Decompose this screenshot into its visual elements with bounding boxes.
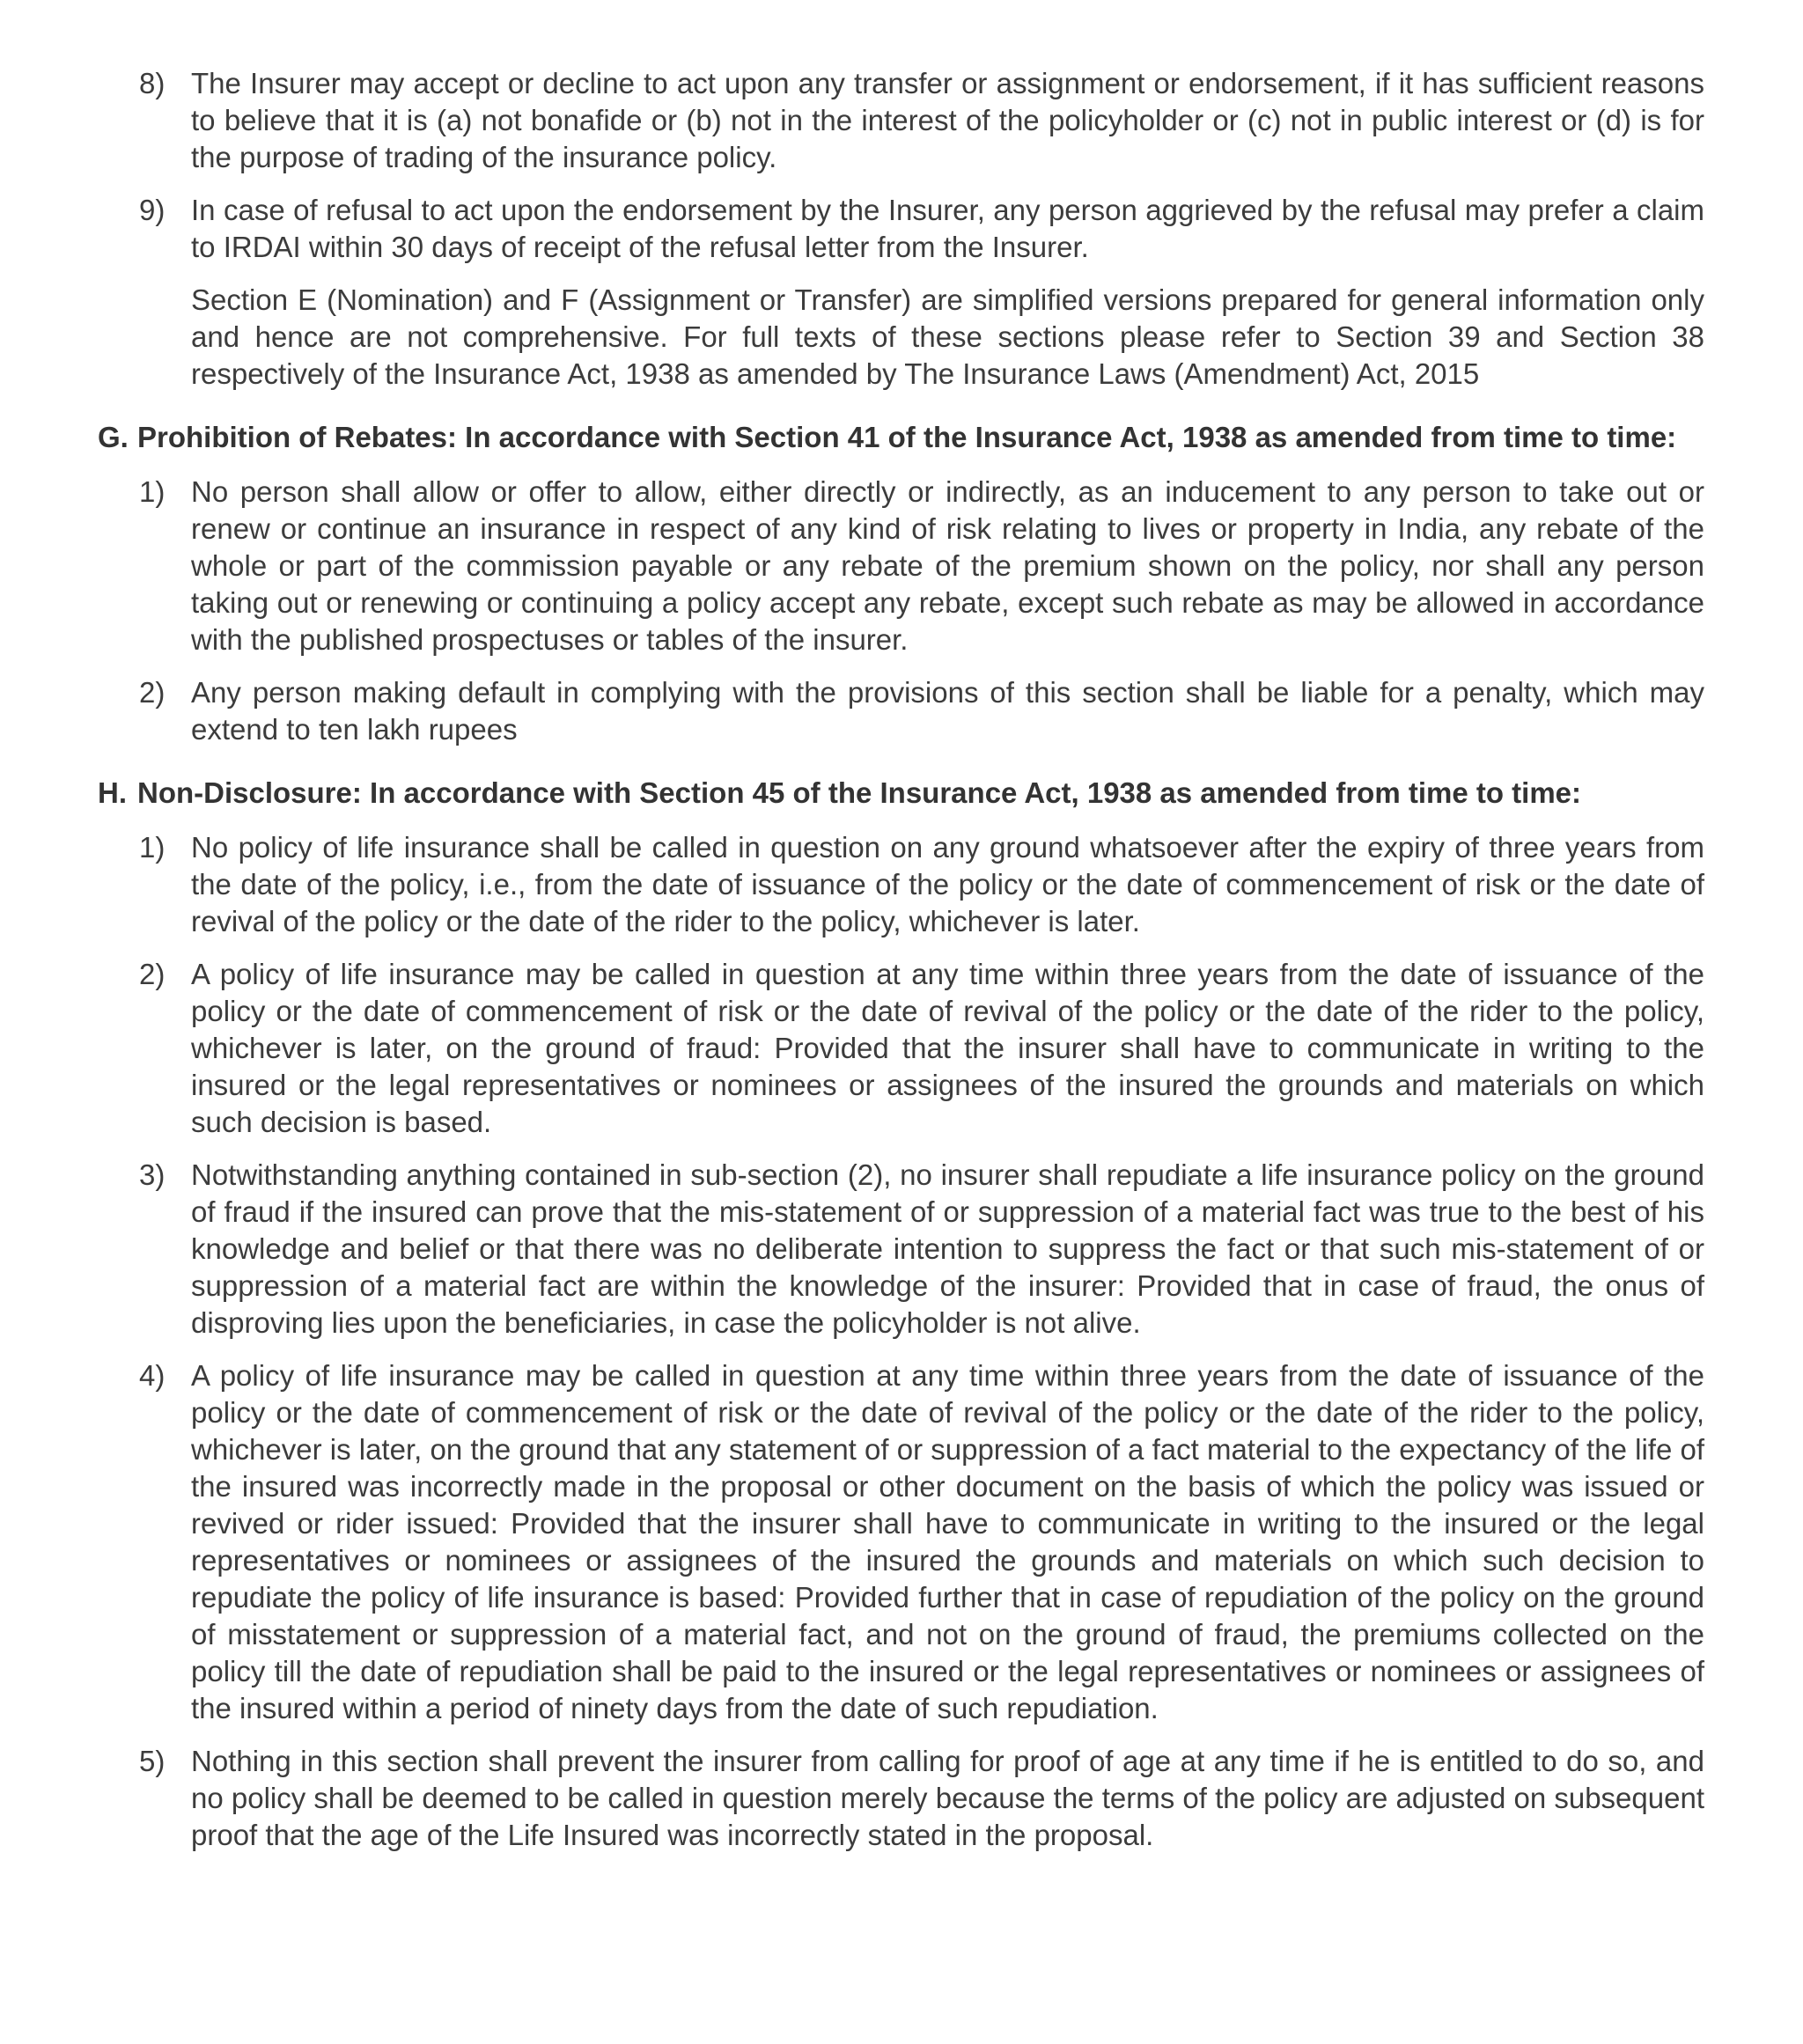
list-number: 1) xyxy=(139,475,166,508)
list-text: A policy of life insurance may be called in question at any time within three years from the date of issuance of the policy or the date of commencement of risk or the date of revival of the policy or the date of the rider to the policy, whichever is later, on the ground that any statement of or suppression of a fact material to the expectancy of the life of the insured was incorrectly made in the proposal or other document on the basis of which the policy was issued or revived or rider issued: Provided that the insurer shall have to communicate in writing to the insured or the legal representatives or nominees or assignees of the insured the grounds and materials on which such decision to repudiate the policy of life insurance is based: Provided further that in case of repudiation of the policy on the ground of misstatement or suppression of a material fact, and not on the ground of fraud, the premiums collected on the policy till the date of repudiation shall be paid to the insured or the legal representatives or nominees or assignees of the insured within a period of ninety days from the date of such repudiation. xyxy=(191,1359,1704,1724)
section-title: Non-Disclosure: In accordance with Section 45 of the Insurance Act, 1938 as amended from time to time: xyxy=(137,776,1582,809)
list-text: No person shall allow or offer to allow, either directly or indirectly, as an inducement to any person to take out or renew or continue an insurance in respect of any kind of risk relating to lives or property in India, any rebate of the whole or part of the commission payable or any rebate of the premium shown on the policy, nor shall any person taking out or renewing or continuing a policy accept any rebate, except such rebate as may be allowed in accordance with the published prospectuses or tables of the insurer. xyxy=(191,475,1704,656)
section-letter: G. xyxy=(98,421,129,453)
list-item-h-3 xyxy=(98,1157,1704,1342)
list-item-h-2 xyxy=(98,956,1704,1141)
list-number: 4) xyxy=(139,1359,166,1392)
section-letter: H. xyxy=(98,776,127,809)
list-item-h-5 xyxy=(98,1743,1704,1854)
list-number: 5) xyxy=(139,1745,166,1777)
list-text: Notwithstanding anything contained in sub-section (2), no insurer shall repudiate a life insurance policy on the ground of fraud if the insured can prove that the mis-statement of or suppression of a material fact was true to the best of his knowledge and belief or that there was no deliberate intention to suppress the fact or that such mis-statement of or suppression of a material fact are within the knowledge of the insurer: Provided that in case of fraud, the onus of disproving lies upon the beneficiaries, in case the policyholder is not alive. xyxy=(191,1158,1704,1339)
section-title: Prohibition of Rebates: In accordance with Section 41 of the Insurance Act, 1938 as amended from time to time: xyxy=(137,421,1677,453)
list-text: A policy of life insurance may be called in question at any time within three years from the date of issuance of the policy or the date of commencement of risk or the date of revival of the policy or the date of the rider to the policy, whichever is later, on the ground of fraud: Provided that the insurer shall have to communicate in writing to the insured or the legal representatives or nominees or assignees of the insured the grounds and materials on which such decision is based. xyxy=(191,958,1704,1138)
list-number: 2) xyxy=(139,676,166,709)
list-item-f-9 xyxy=(98,192,1704,266)
list-item-f-8 xyxy=(98,65,1704,176)
list-item-h-1 xyxy=(98,829,1704,940)
list-text: The Insurer may accept or decline to act upon any transfer or assignment or endorsement, if it has sufficient reasons to believe that it is (a) not bonafide or (b) not in the interest of the policyholder or (c) not in public interest or (d) is for the purpose of trading of the insurance policy. xyxy=(191,67,1704,173)
list-number: 8) xyxy=(139,67,166,99)
list-text: In case of refusal to act upon the endorsement by the Insurer, any person aggrieved by the refusal may prefer a claim to IRDAI within 30 days of receipt of the refusal letter from the Insurer. xyxy=(191,194,1704,263)
list-number: 3) xyxy=(139,1158,166,1191)
list-item-g-1 xyxy=(98,474,1704,658)
list-number: 1) xyxy=(139,831,166,864)
section-h-heading xyxy=(98,775,1704,812)
section-g-heading xyxy=(98,419,1704,456)
list-item-g-2 xyxy=(98,674,1704,748)
document-body xyxy=(98,65,1704,1870)
section-ef-note: Section E (Nomination) and F (Assignment or Transfer) are simplified versions prepared for general information only and hence are not comprehensive. For full texts of these sections please refer to Section 39 and Section 38 respectively of the Insurance Act, 1938 as amended by The Insurance Laws (Amendment) Act, 2015 xyxy=(191,283,1704,390)
list-text: Any person making default in complying with the provisions of this section shall be liable for a penalty, which may extend to ten lakh rupees xyxy=(191,676,1704,746)
list-number: 2) xyxy=(139,958,166,990)
list-item-h-4 xyxy=(98,1357,1704,1727)
list-text: No policy of life insurance shall be called in question on any ground whatsoever after the expiry of three years from the date of the policy, i.e., from the date of issuance of the policy or the date of commencement of risk or the date of revival of the policy or the date of the rider to the policy, whichever is later. xyxy=(191,831,1704,937)
list-text: Nothing in this section shall prevent the insurer from calling for proof of age at any time if he is entitled to do so, and no policy shall be deemed to be called in question merely because the terms of the policy are adjusted on subsequent proof that the age of the Life Insured was incorrectly stated in the proposal. xyxy=(191,1745,1704,1851)
list-number: 9) xyxy=(139,194,166,226)
